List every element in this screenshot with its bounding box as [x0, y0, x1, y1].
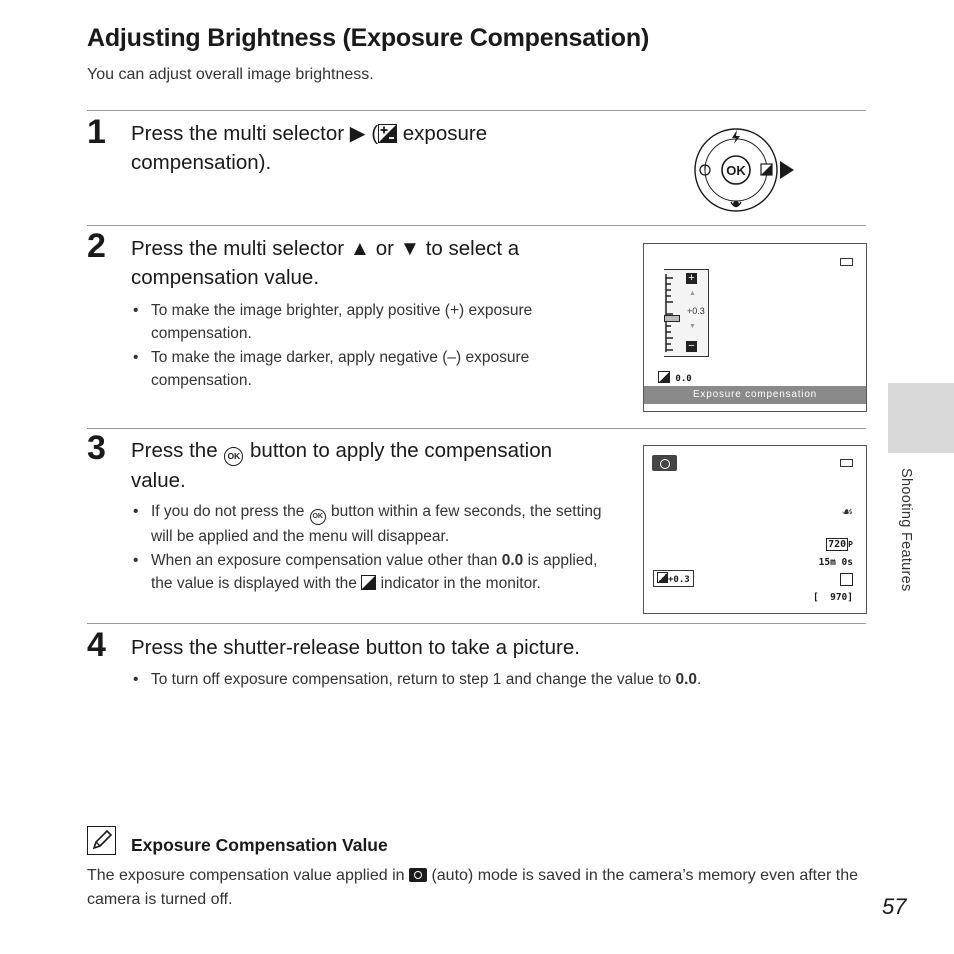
exposure-readout: 0.0 [658, 371, 692, 384]
list-item: • To make the image brighter, apply positive (+) exposure compensation. [131, 299, 601, 345]
step-3-heading: Press the OK button to apply the compensation value. [131, 439, 553, 492]
note-body: The exposure compensation value applied in (auto) mode is saved in the camera’s memory even after the camera is turned off. [87, 867, 859, 908]
slider-value: +0.3 [687, 306, 705, 316]
step-2-heading: Press the multi selector ▲ or ▼ to select a compensation value. [131, 237, 520, 289]
image-mode-icon [840, 573, 853, 586]
right-arrow-icon: ▶ [349, 122, 366, 145]
vibration-reduction-icon: ☙ [841, 504, 853, 519]
step-1-heading: Press the multi selector ▶ ( exposure compensation). [131, 122, 488, 174]
slider-scale [664, 270, 684, 356]
exposure-indicator: +0.3 [653, 570, 694, 587]
down-arrow-icon: ▼ [689, 323, 696, 330]
page-title: Adjusting Brightness (Exposure Compensation) [87, 24, 650, 52]
plus-icon: + [686, 273, 697, 284]
step-3-number: 3 [87, 429, 106, 467]
list-item: • To turn off exposure compensation, return to step 1 and change the value to 0.0. [131, 668, 851, 691]
camera-monitor-exposure-menu [643, 243, 867, 412]
exposure-compensation-icon [657, 572, 668, 583]
step-2-number: 2 [87, 227, 106, 265]
camera-monitor-shooting-screen [643, 445, 867, 614]
step-4-heading: Press the shutter-release button to take a picture. [131, 636, 580, 659]
auto-mode-camera-icon [652, 455, 677, 471]
step-2-bullets [131, 299, 601, 393]
exposure-slider [664, 269, 709, 357]
movie-size-indicator: 720 P [828, 539, 853, 550]
right-arrow-icon [780, 161, 794, 179]
section-tab [888, 383, 954, 453]
list-item: • When an exposure compensation value other than 0.0 is applied, the value is displayed with the indicator in the monitor. [131, 549, 609, 595]
step-4-bullets [131, 668, 851, 692]
divider [87, 428, 866, 429]
divider [87, 110, 866, 111]
step-4-number: 4 [87, 626, 106, 664]
battery-icon [840, 459, 853, 467]
ok-button-icon: OK [224, 447, 243, 466]
up-arrow-icon: ▲ [349, 237, 371, 260]
note-pencil-icon [87, 826, 116, 855]
list-item: • If you do not press the OK button within a few seconds, the setting will be applied and the menu will disappear. [131, 500, 609, 548]
multi-selector-diagram [694, 127, 798, 213]
screen-caption: Exposure compensation [644, 386, 866, 404]
divider [87, 225, 866, 226]
exposure-compensation-icon [658, 371, 670, 383]
exposures-remaining: [ 970] [812, 592, 853, 603]
slider-knob [664, 315, 680, 322]
page-number: 57 [882, 894, 907, 919]
divider [87, 623, 866, 624]
up-arrow-icon: ▲ [689, 290, 696, 297]
battery-icon [840, 258, 853, 266]
note-title: Exposure Compensation Value [131, 835, 388, 855]
down-arrow-icon: ▼ [399, 237, 420, 260]
intro-text: You can adjust overall image brightness. [87, 66, 374, 83]
section-label: Shooting Features [898, 468, 914, 592]
ok-button-label: OK [726, 163, 746, 178]
step-3-bullets [131, 500, 609, 596]
movie-time-remaining: 15m 0s [818, 557, 853, 568]
ok-button-icon: OK [310, 509, 326, 525]
exposure-compensation-icon [361, 575, 376, 590]
auto-mode-camera-icon [409, 868, 427, 882]
list-item: • To make the image darker, apply negative (–) exposure compensation. [131, 346, 601, 392]
minus-icon: − [686, 341, 697, 352]
exposure-compensation-icon [378, 124, 397, 143]
step-1-number: 1 [87, 113, 106, 151]
